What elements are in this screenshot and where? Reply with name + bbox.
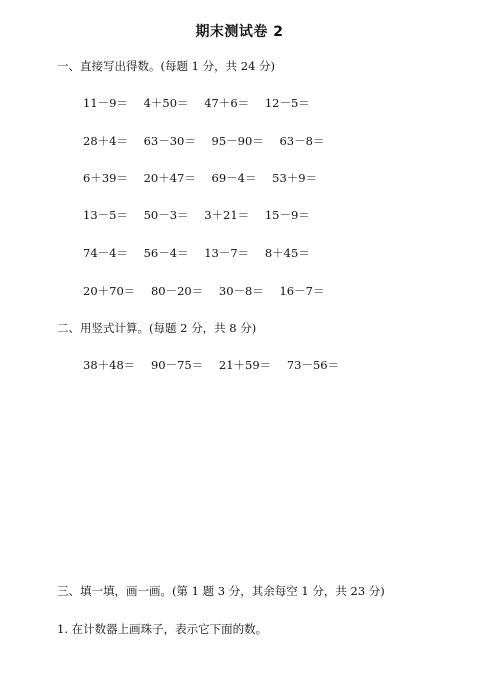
problem: 13－5＝ [83, 208, 128, 222]
problem: 13－7＝ [204, 246, 250, 260]
problem: 80－20＝ [150, 284, 204, 298]
problem: 28＋4＝ [83, 134, 128, 148]
problem: 16－7＝ [279, 284, 325, 298]
problem: 69－4＝ [211, 171, 257, 185]
section2-heading: 二、用竖式计算。(每题 2 分，共 8 分) [57, 321, 257, 335]
arithmetic-row-2 [83, 133, 324, 149]
problem: 30－8＝ [218, 284, 264, 298]
problem: 63－30＝ [143, 134, 196, 148]
problem: 20＋70＝ [83, 284, 136, 298]
problem: 95－90＝ [211, 134, 264, 148]
problem: 53＋9＝ [272, 171, 318, 185]
page-title: 期末测试卷 2 [195, 24, 284, 40]
problem: 63－8＝ [279, 134, 325, 148]
problem: 3＋21＝ [204, 208, 250, 222]
arithmetic-row-4 [83, 207, 310, 223]
arithmetic-row-1 [83, 95, 310, 111]
problem: 11－9＝ [83, 96, 128, 110]
problem: 73－56＝ [286, 358, 340, 372]
problem: 90－75＝ [150, 358, 204, 372]
section1-heading: 一、直接写出得数。(每题 1 分，共 24 分) [57, 59, 276, 73]
question-1: 1. 在计数器上画珠子，表示它下面的数。 [57, 622, 268, 636]
problem: 4＋50＝ [143, 96, 189, 110]
problem: 56－4＝ [143, 246, 189, 260]
arithmetic-row-3 [83, 170, 317, 186]
section3-heading: 三、填一填，画一画。(第 1 题 3 分，其余每空 1 分，共 23 分) [57, 584, 385, 598]
problem: 15－9＝ [264, 208, 310, 222]
problem: 6＋39＝ [83, 171, 128, 185]
problem: 50－3＝ [143, 208, 189, 222]
problem: 20＋47＝ [143, 171, 196, 185]
problem: 21＋59＝ [218, 358, 272, 372]
arithmetic-row-5 [83, 245, 310, 261]
arithmetic-row-6 [83, 283, 324, 299]
problem: 12－5＝ [264, 96, 310, 110]
problem: 74－4＝ [83, 246, 128, 260]
problem: 47＋6＝ [204, 96, 250, 110]
problem: 8＋45＝ [264, 246, 310, 260]
problem: 38＋48＝ [83, 358, 136, 372]
vertical-calc-row [83, 357, 339, 373]
